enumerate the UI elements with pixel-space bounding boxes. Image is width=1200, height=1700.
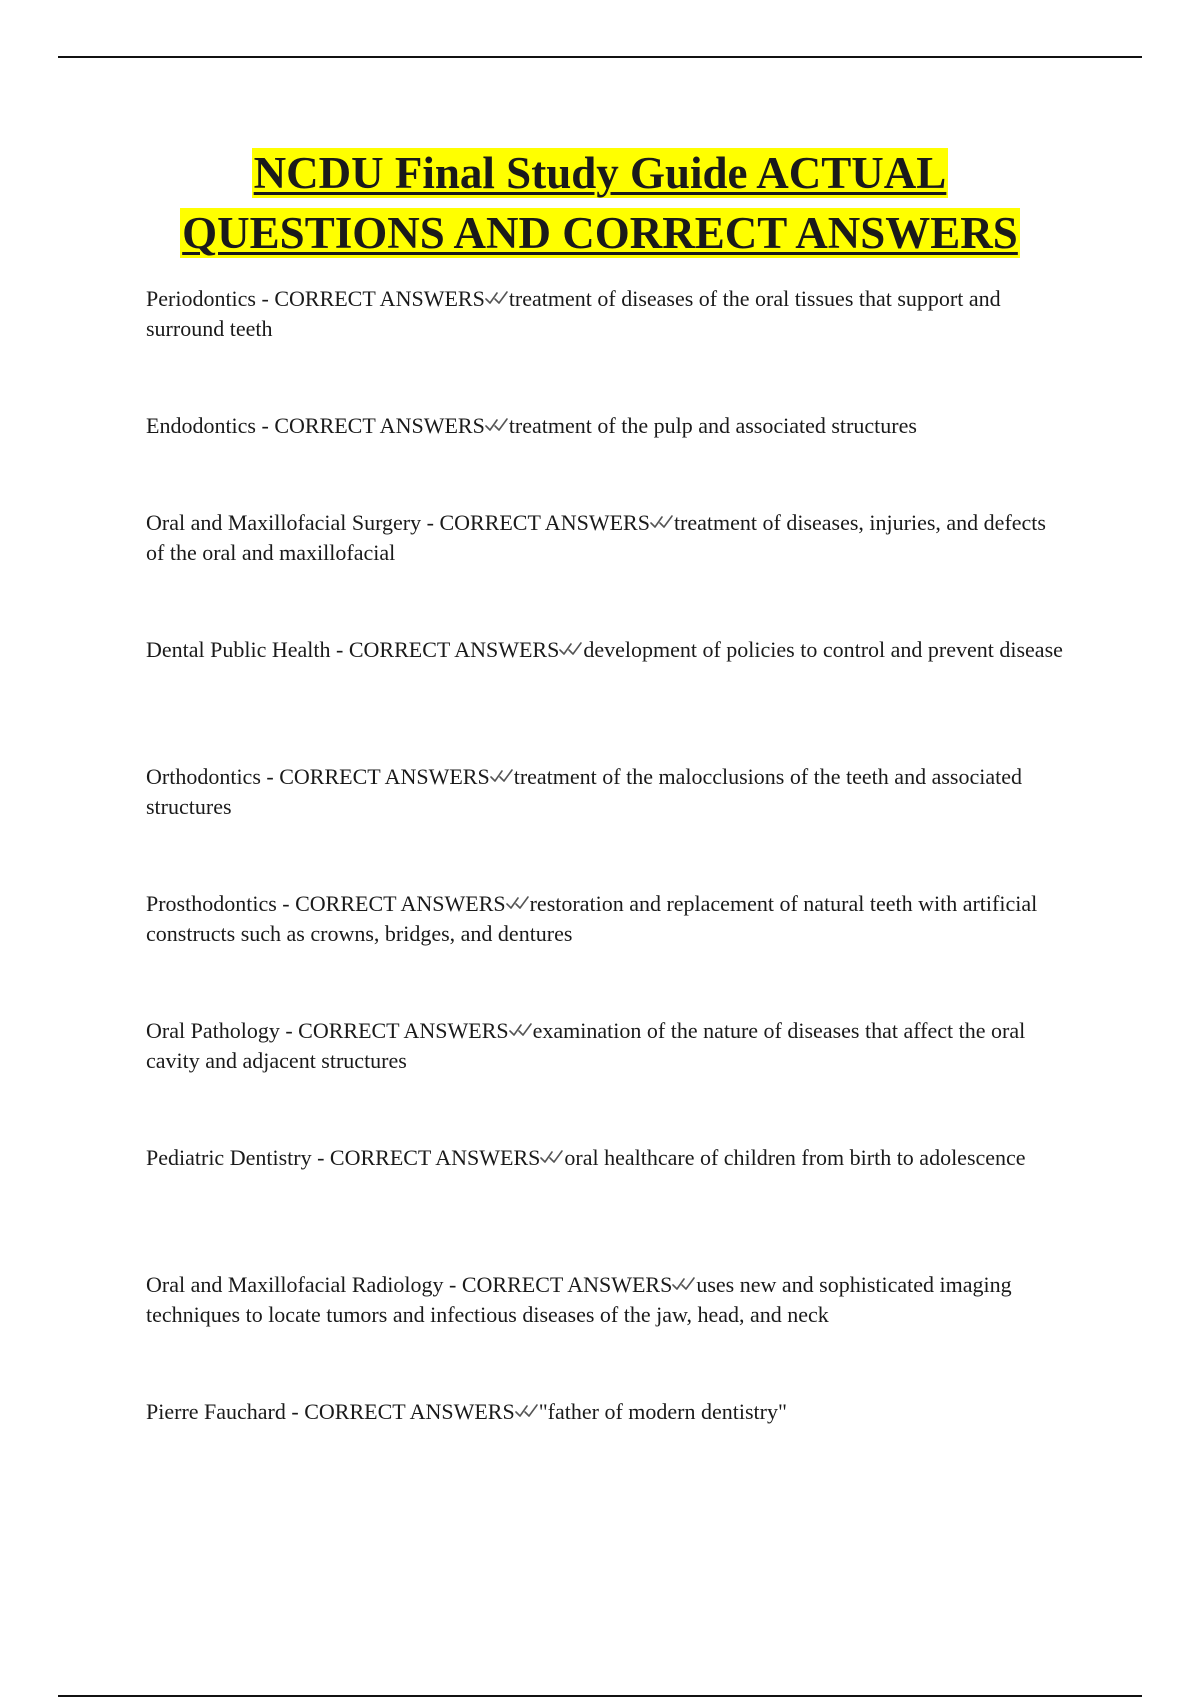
qa-term: Dental Public Health [146, 637, 331, 662]
qa-term: Oral and Maxillofacial Surgery [146, 510, 422, 535]
qa-item [146, 1143, 1066, 1173]
qa-answer-marker: CORRECT ANSWERS [279, 764, 490, 789]
qa-answer: development of policies to control and prevent disease [583, 637, 1063, 662]
qa-answer-marker: CORRECT ANSWERS [348, 637, 560, 662]
document-title [58, 143, 1142, 263]
qa-term: Periodontics [146, 286, 256, 311]
title-line-1: NCDU Final Study Guide ACTUAL [253, 148, 947, 198]
qa-item [146, 762, 1066, 822]
qa-item [146, 1016, 1066, 1076]
double-check-icon [650, 513, 674, 531]
double-check-icon [509, 1021, 533, 1039]
qa-term: Oral Pathology [146, 1018, 280, 1043]
double-check-icon [540, 1148, 564, 1166]
qa-answer-marker: CORRECT ANSWERS [298, 1018, 509, 1043]
qa-separator: - [256, 286, 275, 311]
qa-separator: - [279, 1018, 299, 1043]
qa-answer: restoration and replacement of natural teeth with artificial constructs such as crowns, bridges, and dentures [146, 891, 1038, 946]
qa-item [146, 284, 1066, 344]
qa-answer: "father of modern dentistry" [538, 1399, 787, 1424]
qa-item [146, 411, 1066, 441]
qa-answer: treatment of diseases, injuries, and defects of the oral and maxillofacial [146, 510, 1046, 565]
qa-separator: - [421, 510, 440, 535]
qa-term: Pierre Fauchard [146, 1399, 286, 1424]
double-check-icon [515, 1402, 539, 1420]
qa-answer-marker: CORRECT ANSWERS [274, 286, 485, 311]
qa-answer-marker: CORRECT ANSWERS [329, 1145, 541, 1170]
qa-item [146, 508, 1066, 568]
double-check-icon [672, 1275, 696, 1293]
qa-separator: - [311, 1145, 330, 1170]
double-check-icon [490, 767, 514, 785]
qa-answer: examination of the nature of diseases that affect the oral cavity and adjacent structures [146, 1018, 1026, 1073]
qa-item [146, 1270, 1066, 1330]
qa-separator: - [443, 1272, 462, 1297]
qa-term: Prosthodontics [146, 891, 277, 916]
top-rule [58, 56, 1142, 58]
title-line-2: QUESTIONS AND CORRECT ANSWERS [182, 208, 1018, 258]
qa-separator: - [330, 637, 349, 662]
qa-separator: - [256, 413, 275, 438]
qa-answer-marker: CORRECT ANSWERS [304, 1399, 515, 1424]
qa-answer-marker: CORRECT ANSWERS [461, 1272, 673, 1297]
qa-term: Oral and Maxillofacial Radiology [146, 1272, 444, 1297]
double-check-icon [485, 416, 509, 434]
qa-term: Pediatric Dentistry [146, 1145, 312, 1170]
qa-term: Orthodontics [146, 764, 261, 789]
qa-separator: - [276, 891, 296, 916]
qa-item [146, 1397, 1066, 1427]
qa-answer: oral healthcare of children from birth to adolescence [564, 1145, 1026, 1170]
qa-answer: treatment of the pulp and associated structures [508, 413, 917, 438]
double-check-icon [506, 894, 530, 912]
qa-answer-marker: CORRECT ANSWERS [274, 413, 485, 438]
double-check-icon [559, 640, 583, 658]
qa-answer-marker: CORRECT ANSWERS [295, 891, 506, 916]
qa-separator: - [260, 764, 280, 789]
qa-answer: treatment of the malocclusions of the teeth and associated structures [146, 764, 1022, 819]
qa-item [146, 635, 1066, 665]
qa-answer: treatment of diseases of the oral tissues that support and surround teeth [146, 286, 1001, 341]
qa-term: Endodontics [146, 413, 256, 438]
qa-answer-marker: CORRECT ANSWERS [439, 510, 650, 535]
bottom-rule [58, 1695, 1142, 1697]
qa-separator: - [285, 1399, 305, 1424]
qa-answer: uses new and sophisticated imaging techniques to locate tumors and infectious diseases of the jaw, head, and neck [146, 1272, 1012, 1327]
qa-item [146, 889, 1066, 949]
double-check-icon [485, 289, 509, 307]
